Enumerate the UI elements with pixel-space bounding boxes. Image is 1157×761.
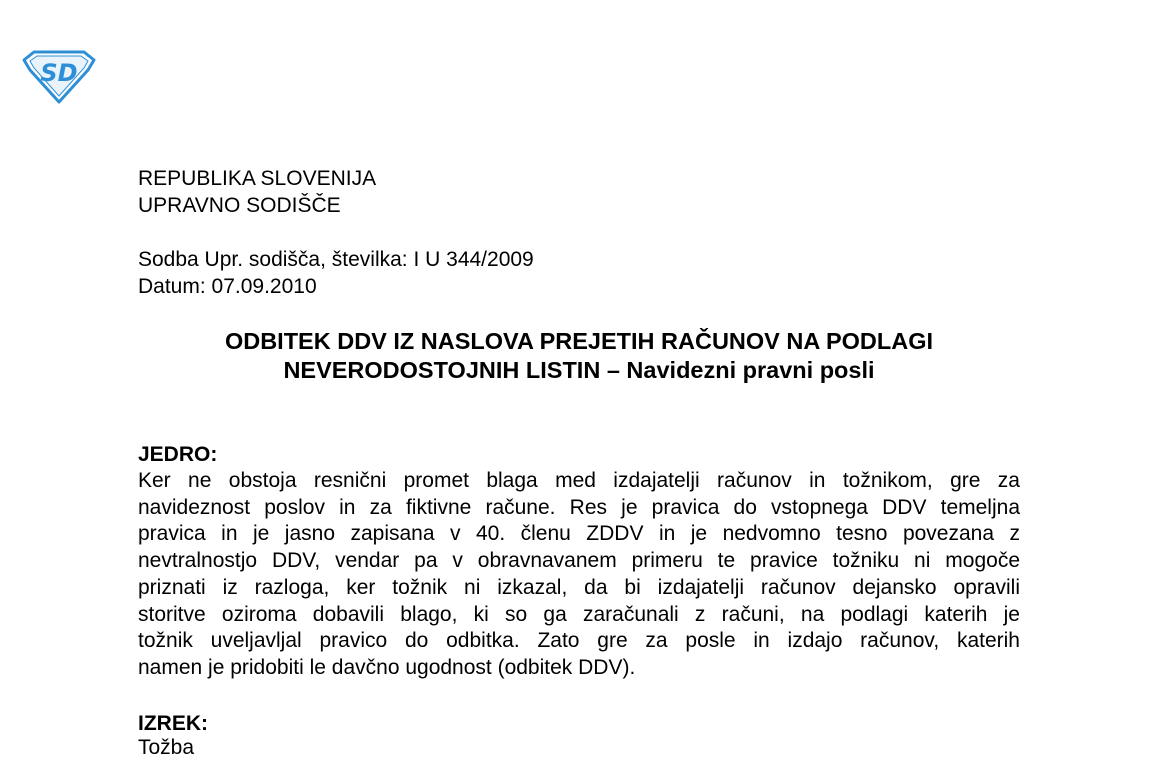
izrek-heading: IZREK: bbox=[138, 712, 208, 735]
title-line: NEVERODOSTOJNIH LISTIN – Navidezni pravni posli bbox=[283, 357, 875, 383]
sd-logo bbox=[22, 50, 96, 104]
paragraph-line: namen je pridobiti le davčno ugodnost (odbitek DDV). bbox=[138, 655, 636, 679]
case-date: Datum: 07.09.2010 bbox=[138, 275, 317, 298]
court-name: UPRAVNO SODIŠČE bbox=[138, 194, 341, 217]
logo-lettering: SD bbox=[40, 59, 78, 87]
case-number: Sodba Upr. sodišča, številka: I U 344/2009 bbox=[138, 248, 534, 271]
paragraph-line: nevtralnostjo DDV, vendar pa v obravnavanem primeru te pravice tožniku ni mogoče bbox=[138, 549, 1020, 573]
paragraph-line: pravica in je jasno zapisana v 40. členu ZDDV in je nedvomno tesno povezana z bbox=[138, 522, 1020, 546]
document-title bbox=[138, 327, 1020, 385]
paragraph-line: tožnik uveljavljal pravico do odbitka. Zato gre za posle in izdajo računov, katerih bbox=[138, 629, 1020, 653]
jedro-heading: JEDRO: bbox=[138, 443, 218, 466]
country-name: REPUBLIKA SLOVENIJA bbox=[138, 167, 377, 190]
sd-shield-logo-icon bbox=[22, 50, 96, 104]
case-info bbox=[138, 246, 534, 300]
title-line: ODBITEK DDV IZ NASLOVA PREJETIH RAČUNOV NA PODLAGI bbox=[224, 328, 934, 354]
paragraph-line: storitve oziroma dobavili blago, ki so ga zaračunali z računi, na podlagi katerih je bbox=[138, 602, 1020, 626]
paragraph-line: priznati iz razloga, ker tožnik ni izkazal, da bi izdajatelji računov dejansko opravili bbox=[138, 575, 1020, 599]
paragraph-line: navideznost poslov in za fiktivne račune. Res je pravica do vstopnega DDV temeljna bbox=[138, 495, 1020, 519]
izrek-text: Tožba bbox=[138, 736, 195, 759]
paragraph-line: Ker ne obstoja resnični promet blaga med izdajatelji računov in tožnikom, gre za bbox=[138, 469, 1020, 492]
jedro-paragraph bbox=[138, 468, 1020, 682]
court-header bbox=[138, 165, 376, 219]
